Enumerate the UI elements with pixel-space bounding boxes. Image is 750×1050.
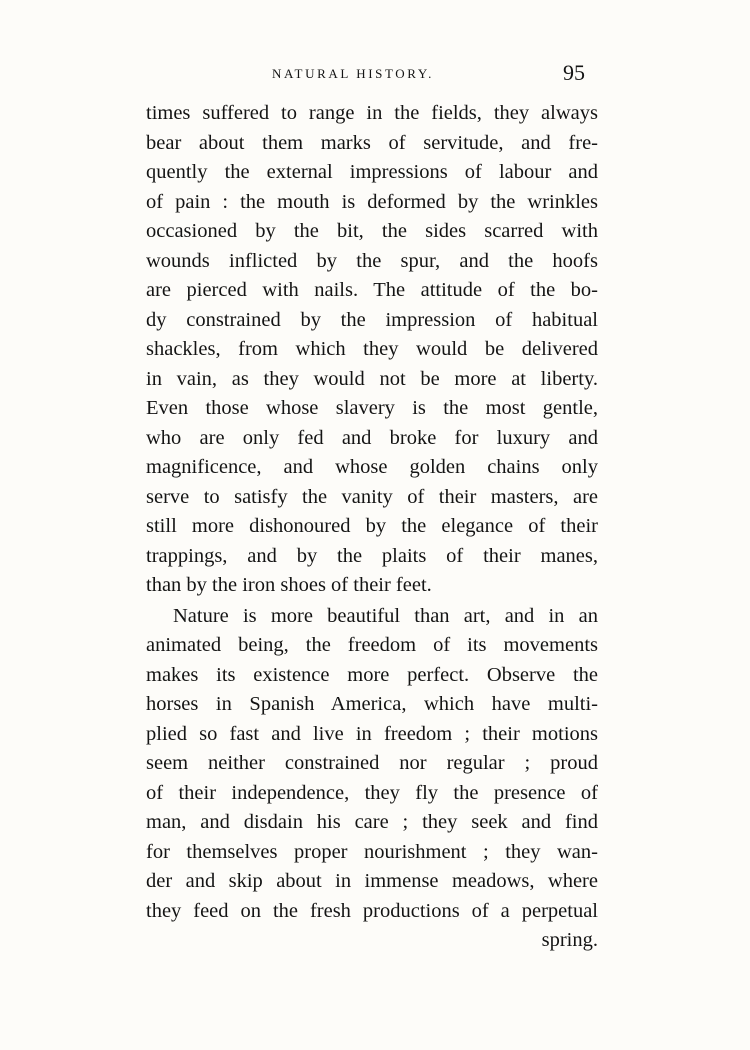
- text-line: magnificence, and whose golden chains only: [146, 456, 598, 478]
- text-line: Nature is more beautiful than art, and in an: [173, 604, 598, 627]
- text-line: animated being, the freedom of its movements: [146, 634, 598, 656]
- paragraph-2: [146, 602, 598, 927]
- text-line: serve to satisfy the vanity of their masters, are: [146, 485, 598, 508]
- running-title: NATURAL HISTORY.: [272, 66, 434, 81]
- text-line: Even those whose slavery is the most gentle,: [146, 397, 598, 419]
- text-line: shackles, from which they would be delivered: [146, 338, 598, 360]
- text-line: trappings, and by the plaits of their manes,: [146, 544, 598, 567]
- text-line: than by the iron shoes of their feet.: [146, 574, 432, 596]
- text-line: wounds inflicted by the spur, and the hoofs: [146, 249, 598, 272]
- text-line: they feed on the fresh productions of a perpetual: [146, 899, 598, 922]
- text-line: makes its existence more perfect. Observe the: [146, 663, 598, 686]
- text-line: occasioned by the bit, the sides scarred with: [146, 220, 598, 242]
- text-line: seem neither constrained nor regular ; proud: [146, 752, 598, 774]
- text-line: of pain : the mouth is deformed by the wrinkles: [146, 190, 598, 213]
- running-head: [0, 60, 750, 90]
- text-line: of their independence, they fly the presence of: [146, 781, 598, 804]
- text-line: dy constrained by the impression of habitual: [146, 308, 598, 331]
- text-line: plied so fast and live in freedom ; their motions: [146, 722, 598, 745]
- catchword: spring.: [541, 929, 598, 951]
- text-line: are pierced with nails. The attitude of the bo-: [146, 279, 598, 301]
- text-line: horses in Spanish America, which have multi-: [146, 693, 598, 715]
- text-line: in vain, as they would not be more at liberty.: [146, 367, 598, 390]
- text-line: for themselves proper nourishment ; they wan-: [146, 840, 598, 863]
- text-line: der and skip about in immense meadows, where: [146, 870, 598, 892]
- text-line: man, and disdain his care ; they seek and find: [146, 811, 598, 833]
- text-line: still more dishonoured by the elegance of their: [146, 515, 598, 537]
- text-line: bear about them marks of servitude, and fre-: [146, 131, 598, 154]
- body-text: [146, 99, 598, 956]
- text-line: quently the external impressions of labour and: [146, 161, 598, 183]
- text-line: times suffered to range in the fields, they always: [146, 102, 598, 124]
- text-line: who are only fed and broke for luxury and: [146, 426, 598, 449]
- paragraph-1: [146, 99, 598, 601]
- page-number: 95: [563, 60, 585, 85]
